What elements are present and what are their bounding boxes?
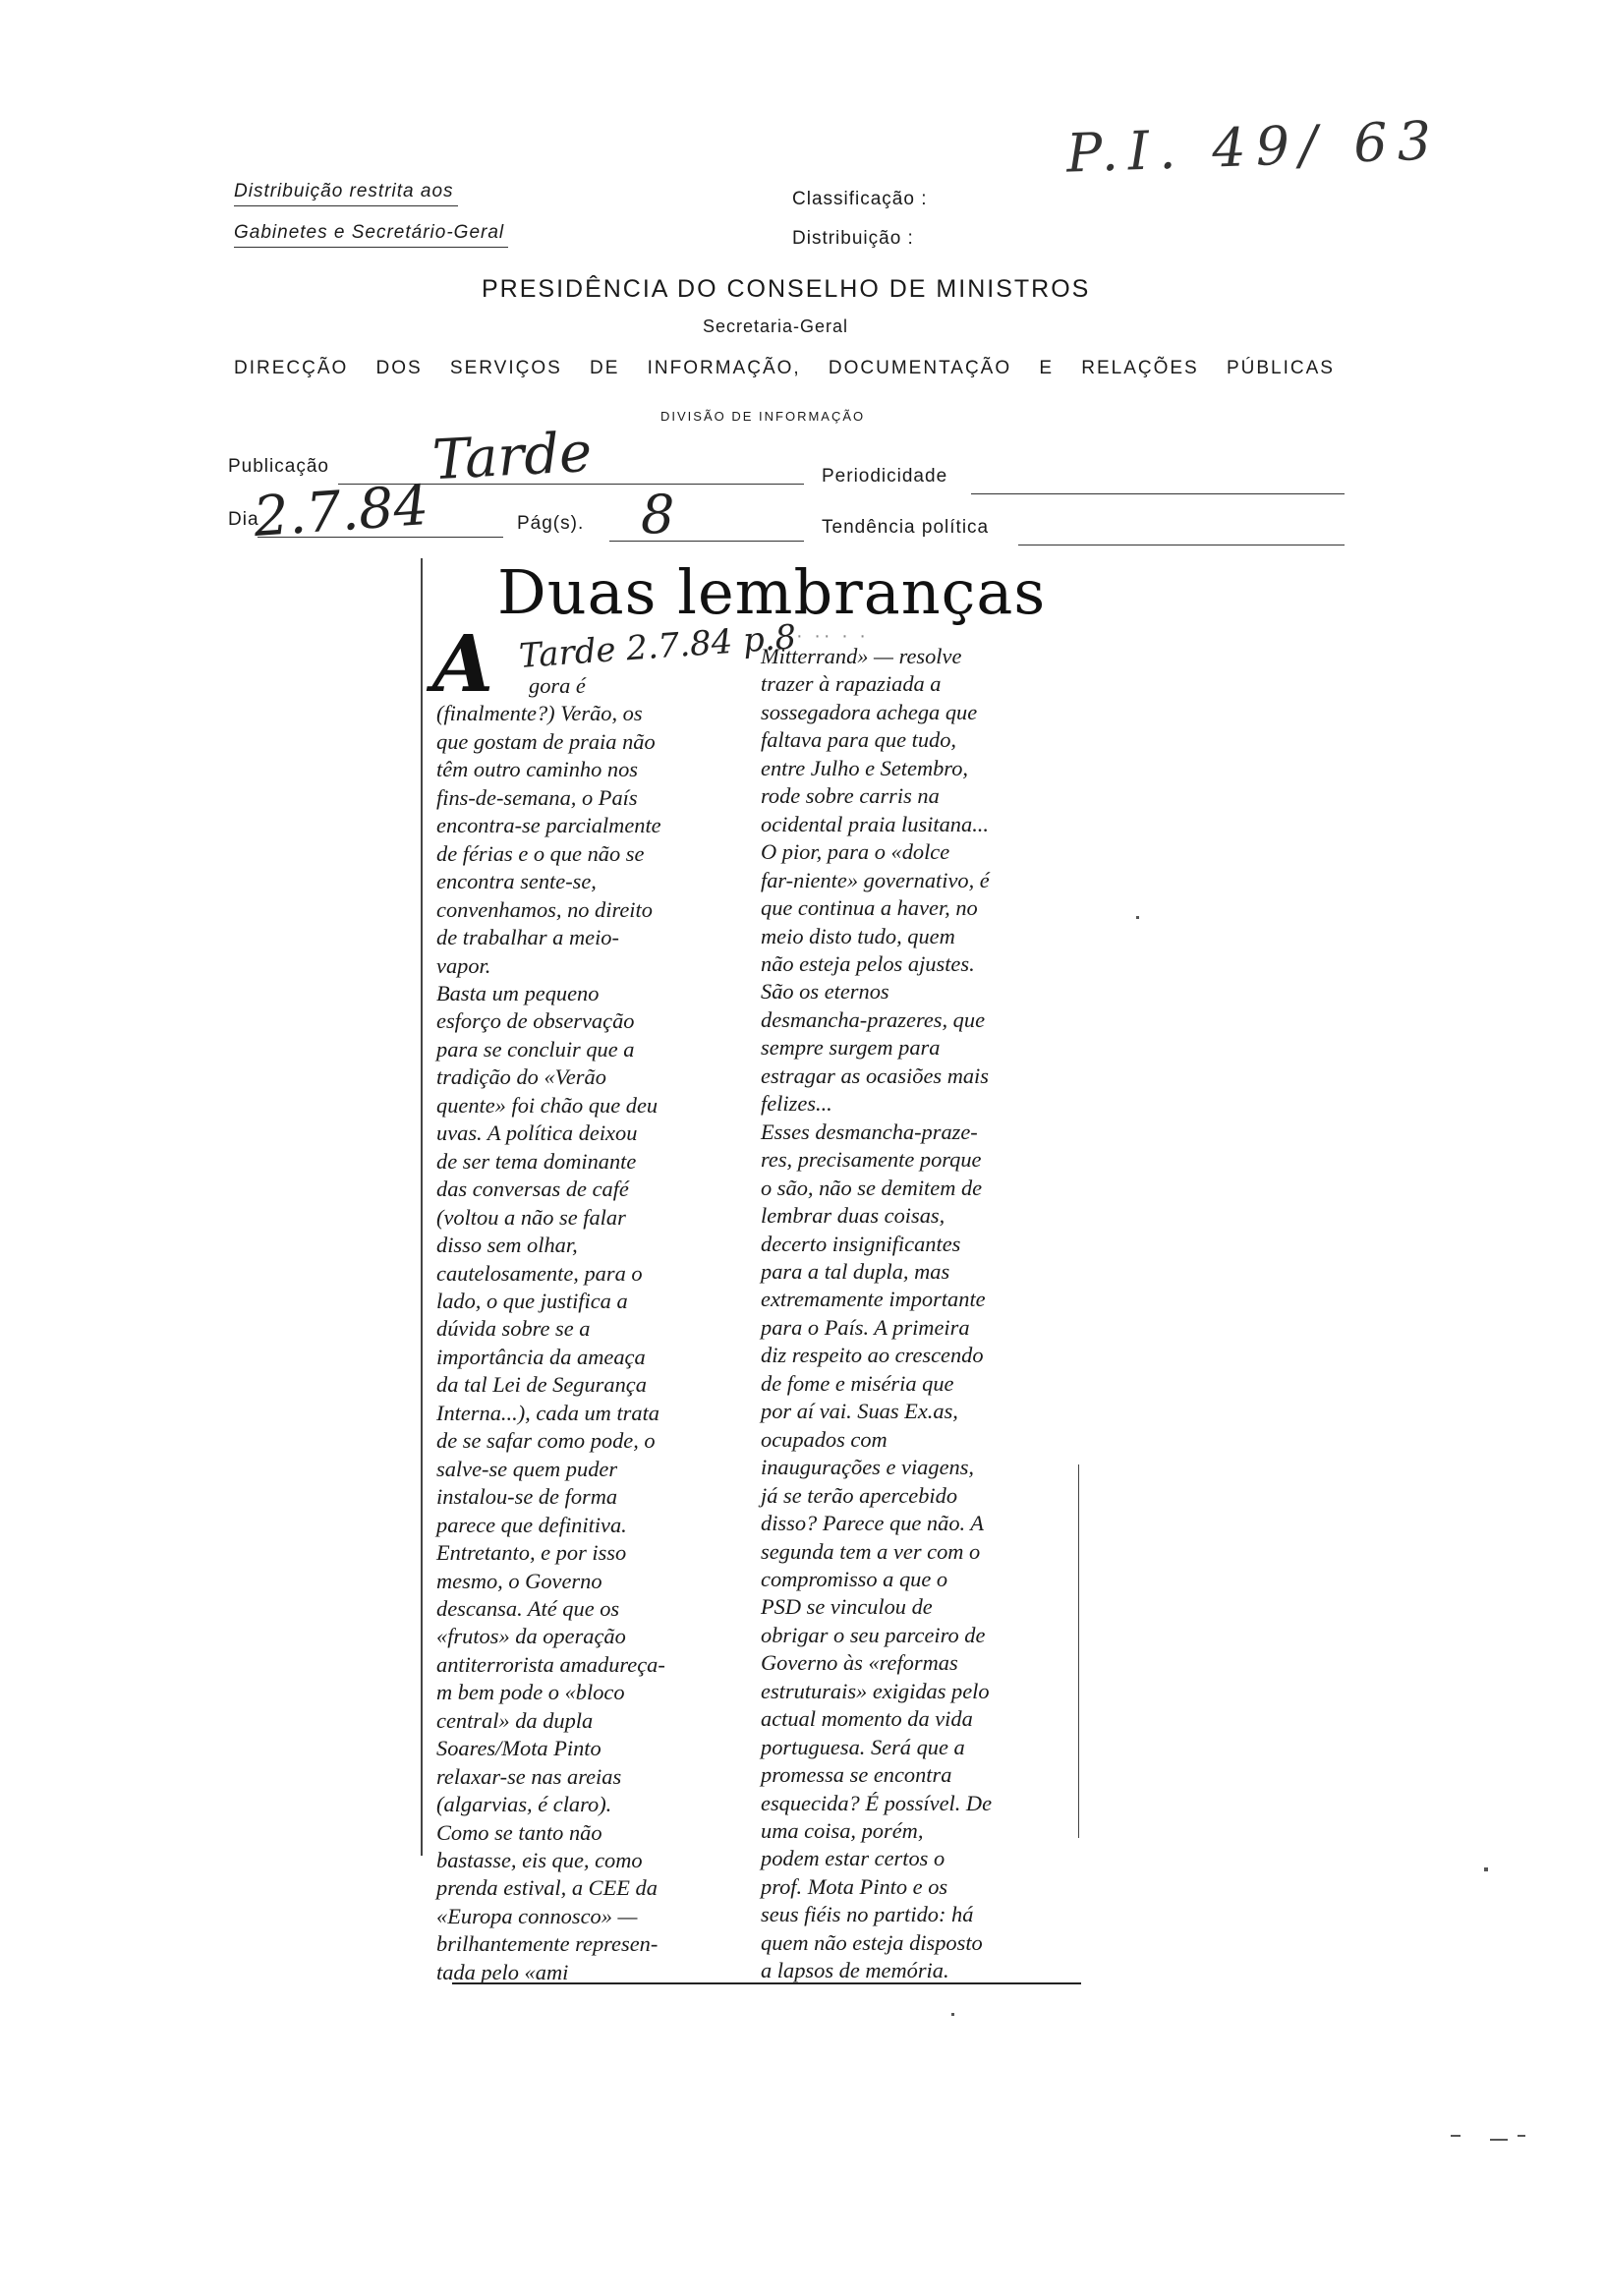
article-line: estruturais» exigidas pelo [761, 1678, 990, 1703]
article-line: convenhamos, no direito [436, 896, 653, 922]
article-line: Entretanto, e por isso [436, 1540, 627, 1566]
pages-label: Pág(s). [517, 513, 585, 534]
political-tendency-label: Tendência política [822, 517, 990, 538]
periodicity-field-line [971, 493, 1345, 494]
directorate-word: PÚBLICAS [1226, 358, 1335, 378]
article-line: far-niente» governativo, é [761, 867, 990, 892]
scan-speck [1490, 2139, 1508, 2141]
publication-label: Publicação [228, 456, 329, 477]
article-line: Soares/Mota Pinto [436, 1736, 602, 1761]
article-line: Como se tanto não [436, 1819, 602, 1845]
article-line: rode sobre carris na [761, 783, 940, 809]
article-line: lembrar duas coisas, [761, 1203, 945, 1229]
article-line: portuguesa. Será que a [761, 1734, 965, 1759]
article-line: sossegadora achega que [761, 699, 978, 724]
article-line: central» da dupla [436, 1707, 594, 1733]
article-line: res, precisamente porque [761, 1147, 982, 1173]
division-label: DIVISÃO DE INFORMAÇÃO [660, 409, 866, 424]
article-line: cautelosamente, para o [436, 1260, 643, 1286]
article-line: lado, o que justifica a [436, 1288, 628, 1313]
article-line: ocidental praia lusitana... [761, 811, 989, 836]
article-line: das conversas de café [436, 1177, 629, 1202]
article-line: para o País. A primeira [761, 1314, 970, 1340]
article-line: relaxar-se nas areias [436, 1763, 622, 1789]
article-line: de fome e miséria que [761, 1370, 954, 1396]
article-line: m bem pode o «bloco [436, 1680, 625, 1705]
article-line: (voltou a não se falar [436, 1204, 626, 1230]
article-line: actual momento da vida [761, 1706, 973, 1732]
directorate-word: DE [590, 358, 620, 378]
article-line: trazer à rapaziada a [761, 671, 942, 697]
article-line: tada pelo «ami [436, 1959, 569, 1984]
article-line: PSD se vinculou de [761, 1594, 933, 1620]
directorate-word: DOCUMENTAÇÃO [828, 358, 1012, 378]
article-line: que gostam de praia não [436, 728, 656, 754]
directorate-word: INFORMAÇÃO, [647, 358, 801, 378]
article-line: instalou-se de forma [436, 1484, 618, 1510]
article-line: seus fiéis no partido: há [761, 1902, 974, 1927]
article-line: parece que definitiva. [436, 1512, 627, 1537]
directorate-line [234, 358, 1335, 379]
article-line: não esteja pelos ajustes. [761, 950, 975, 976]
article-headline: Duas lembranças [497, 556, 1047, 628]
classification-label: Classificação : [792, 189, 928, 209]
clipping-left-border [421, 558, 423, 1856]
article-line: para a tal dupla, mas [761, 1258, 950, 1284]
publication-handwritten-value: Tarde [430, 420, 594, 493]
article-line: brilhantemente represen- [436, 1931, 659, 1957]
scan-smudge: · ·· · · [796, 625, 869, 647]
article-line: sempre surgem para [761, 1035, 941, 1061]
scan-speck [1451, 2135, 1461, 2137]
article-line: (finalmente?) Verão, os [436, 701, 643, 726]
article-line: inaugurações e viagens, [761, 1455, 975, 1480]
article-line: diz respeito ao crescendo [761, 1343, 984, 1368]
article-line: por aí vai. Suas Ex.as, [761, 1399, 958, 1424]
distribution-restricted-line-2: Gabinetes e Secretário-Geral [234, 222, 505, 243]
article-line: já se terão apercebido [761, 1482, 958, 1508]
date-field-line [258, 537, 503, 538]
secretariat-subtitle: Secretaria-Geral [703, 316, 849, 336]
article-line: que continua a haver, no [761, 895, 978, 921]
article-line: têm outro caminho nos [436, 757, 639, 782]
article-line: prenda estival, a CEE da [436, 1875, 658, 1901]
article-line: extremamente importante [761, 1287, 986, 1312]
article-line: promessa se encontra [761, 1762, 952, 1788]
article-line: de férias e o que não se [436, 840, 645, 866]
article-line: o são, não se demitem de [761, 1175, 983, 1200]
scan-speck [1136, 916, 1139, 919]
article-line: disso? Parece que não. A [761, 1511, 984, 1536]
article-line: disso sem olhar, [436, 1233, 578, 1258]
directorate-word: DOS [375, 358, 423, 378]
article-line: salve-se quem puder [436, 1456, 618, 1481]
clipping-handwritten-date: Tarde 2.7.84 p.8 [517, 617, 798, 676]
article-line: Interna...), cada um trata [436, 1400, 659, 1425]
article-line: quente» foi chão que deu [436, 1092, 659, 1118]
scan-speck [1518, 2135, 1525, 2137]
article-line: podem estar certos o [761, 1846, 945, 1871]
article-line: Mitterrand» — resolve [761, 644, 962, 668]
article-line: uma coisa, porém, [761, 1818, 924, 1844]
article-line: «Europa connosco» — [436, 1903, 638, 1928]
organization-title: PRESIDÊNCIA DO CONSELHO DE MINISTROS [482, 275, 1091, 303]
date-label: Dia [228, 509, 259, 530]
date-handwritten-value: 2.7.84 [251, 473, 431, 550]
article-line: tradição do «Verão [436, 1064, 606, 1090]
pages-handwritten-value: 8 [641, 484, 675, 545]
article-line: dúvida sobre se a [436, 1316, 591, 1342]
article-line: esforço de observação [436, 1008, 635, 1034]
directorate-word: RELAÇÕES [1081, 358, 1199, 378]
article-line: Basta um pequeno [436, 980, 600, 1005]
article-line: a lapsos de memória. [761, 1958, 949, 1983]
article-line: encontra-se parcialmente [436, 813, 661, 838]
directorate-word: SERVIÇOS [449, 358, 562, 378]
scan-speck [1484, 1867, 1488, 1871]
article-line: decerto insignificantes [761, 1231, 961, 1256]
distribution-label: Distribuição : [792, 228, 914, 249]
article-line: faltava para que tudo, [761, 727, 957, 753]
article-line: antiterrorista amadureça- [436, 1651, 665, 1677]
article-line: da tal Lei de Segurança [436, 1372, 647, 1398]
article-line: Esses desmancha-praze- [761, 1119, 978, 1144]
article-line: estragar as ocasiões mais [761, 1062, 989, 1088]
distribution-restricted-line-1: Distribuição restrita aos [234, 181, 454, 201]
article-line: mesmo, o Governo [436, 1568, 602, 1593]
article-line: prof. Mota Pinto e os [761, 1873, 948, 1899]
article-line: importância da ameaça [436, 1344, 646, 1369]
article-line: esquecida? É possível. De [761, 1790, 993, 1815]
article-column-left [436, 672, 665, 1986]
article-line: para se concluir que a [436, 1036, 635, 1062]
directorate-word: E [1039, 358, 1055, 378]
article-line: felizes... [761, 1091, 832, 1117]
article-line: encontra sente-se, [436, 869, 597, 894]
article-line: compromisso a que o [761, 1566, 948, 1591]
periodicity-label: Periodicidade [822, 466, 948, 487]
article-line: segunda tem a ver com o [761, 1538, 981, 1564]
article-line: descansa. Até que os [436, 1595, 620, 1621]
clipping-bottom-rule [452, 1982, 1081, 1984]
article-drop-cap: A [432, 617, 494, 710]
article-line: de se safar como pode, o [436, 1428, 656, 1454]
article-line: gora é [529, 673, 586, 698]
article-line: Governo às «reformas [761, 1650, 958, 1676]
article-line: entre Julho e Setembro, [761, 755, 968, 780]
article-line: meio disto tudo, quem [761, 923, 955, 948]
article-line: fins-de-semana, o País [436, 784, 638, 810]
article-line: quem não esteja disposto [761, 1929, 983, 1955]
pages-field-line [609, 541, 804, 542]
article-line: vapor. [436, 952, 491, 978]
article-line: ocupados com [761, 1426, 888, 1452]
article-column-right [761, 643, 992, 1985]
article-line: O pior, para o «dolce [761, 839, 950, 865]
directorate-word: DIRECÇÃO [234, 358, 349, 378]
article-line: desmancha-prazeres, que [761, 1006, 986, 1032]
handwritten-reference-code: P.I. 49/ 63 [1065, 109, 1442, 185]
article-line: de trabalhar a meio- [436, 925, 619, 950]
article-line: São os eternos [761, 979, 889, 1004]
article-line: bastasse, eis que, como [436, 1848, 643, 1873]
article-line: «frutos» da operação [436, 1624, 626, 1649]
article-line: obrigar o seu parceiro de [761, 1622, 986, 1647]
column-side-rule [1078, 1464, 1079, 1838]
article-line: (algarvias, é claro). [436, 1792, 612, 1817]
article-line: de ser tema dominante [436, 1148, 637, 1174]
scan-speck [951, 2013, 954, 2016]
article-line: uvas. A política deixou [436, 1120, 638, 1146]
